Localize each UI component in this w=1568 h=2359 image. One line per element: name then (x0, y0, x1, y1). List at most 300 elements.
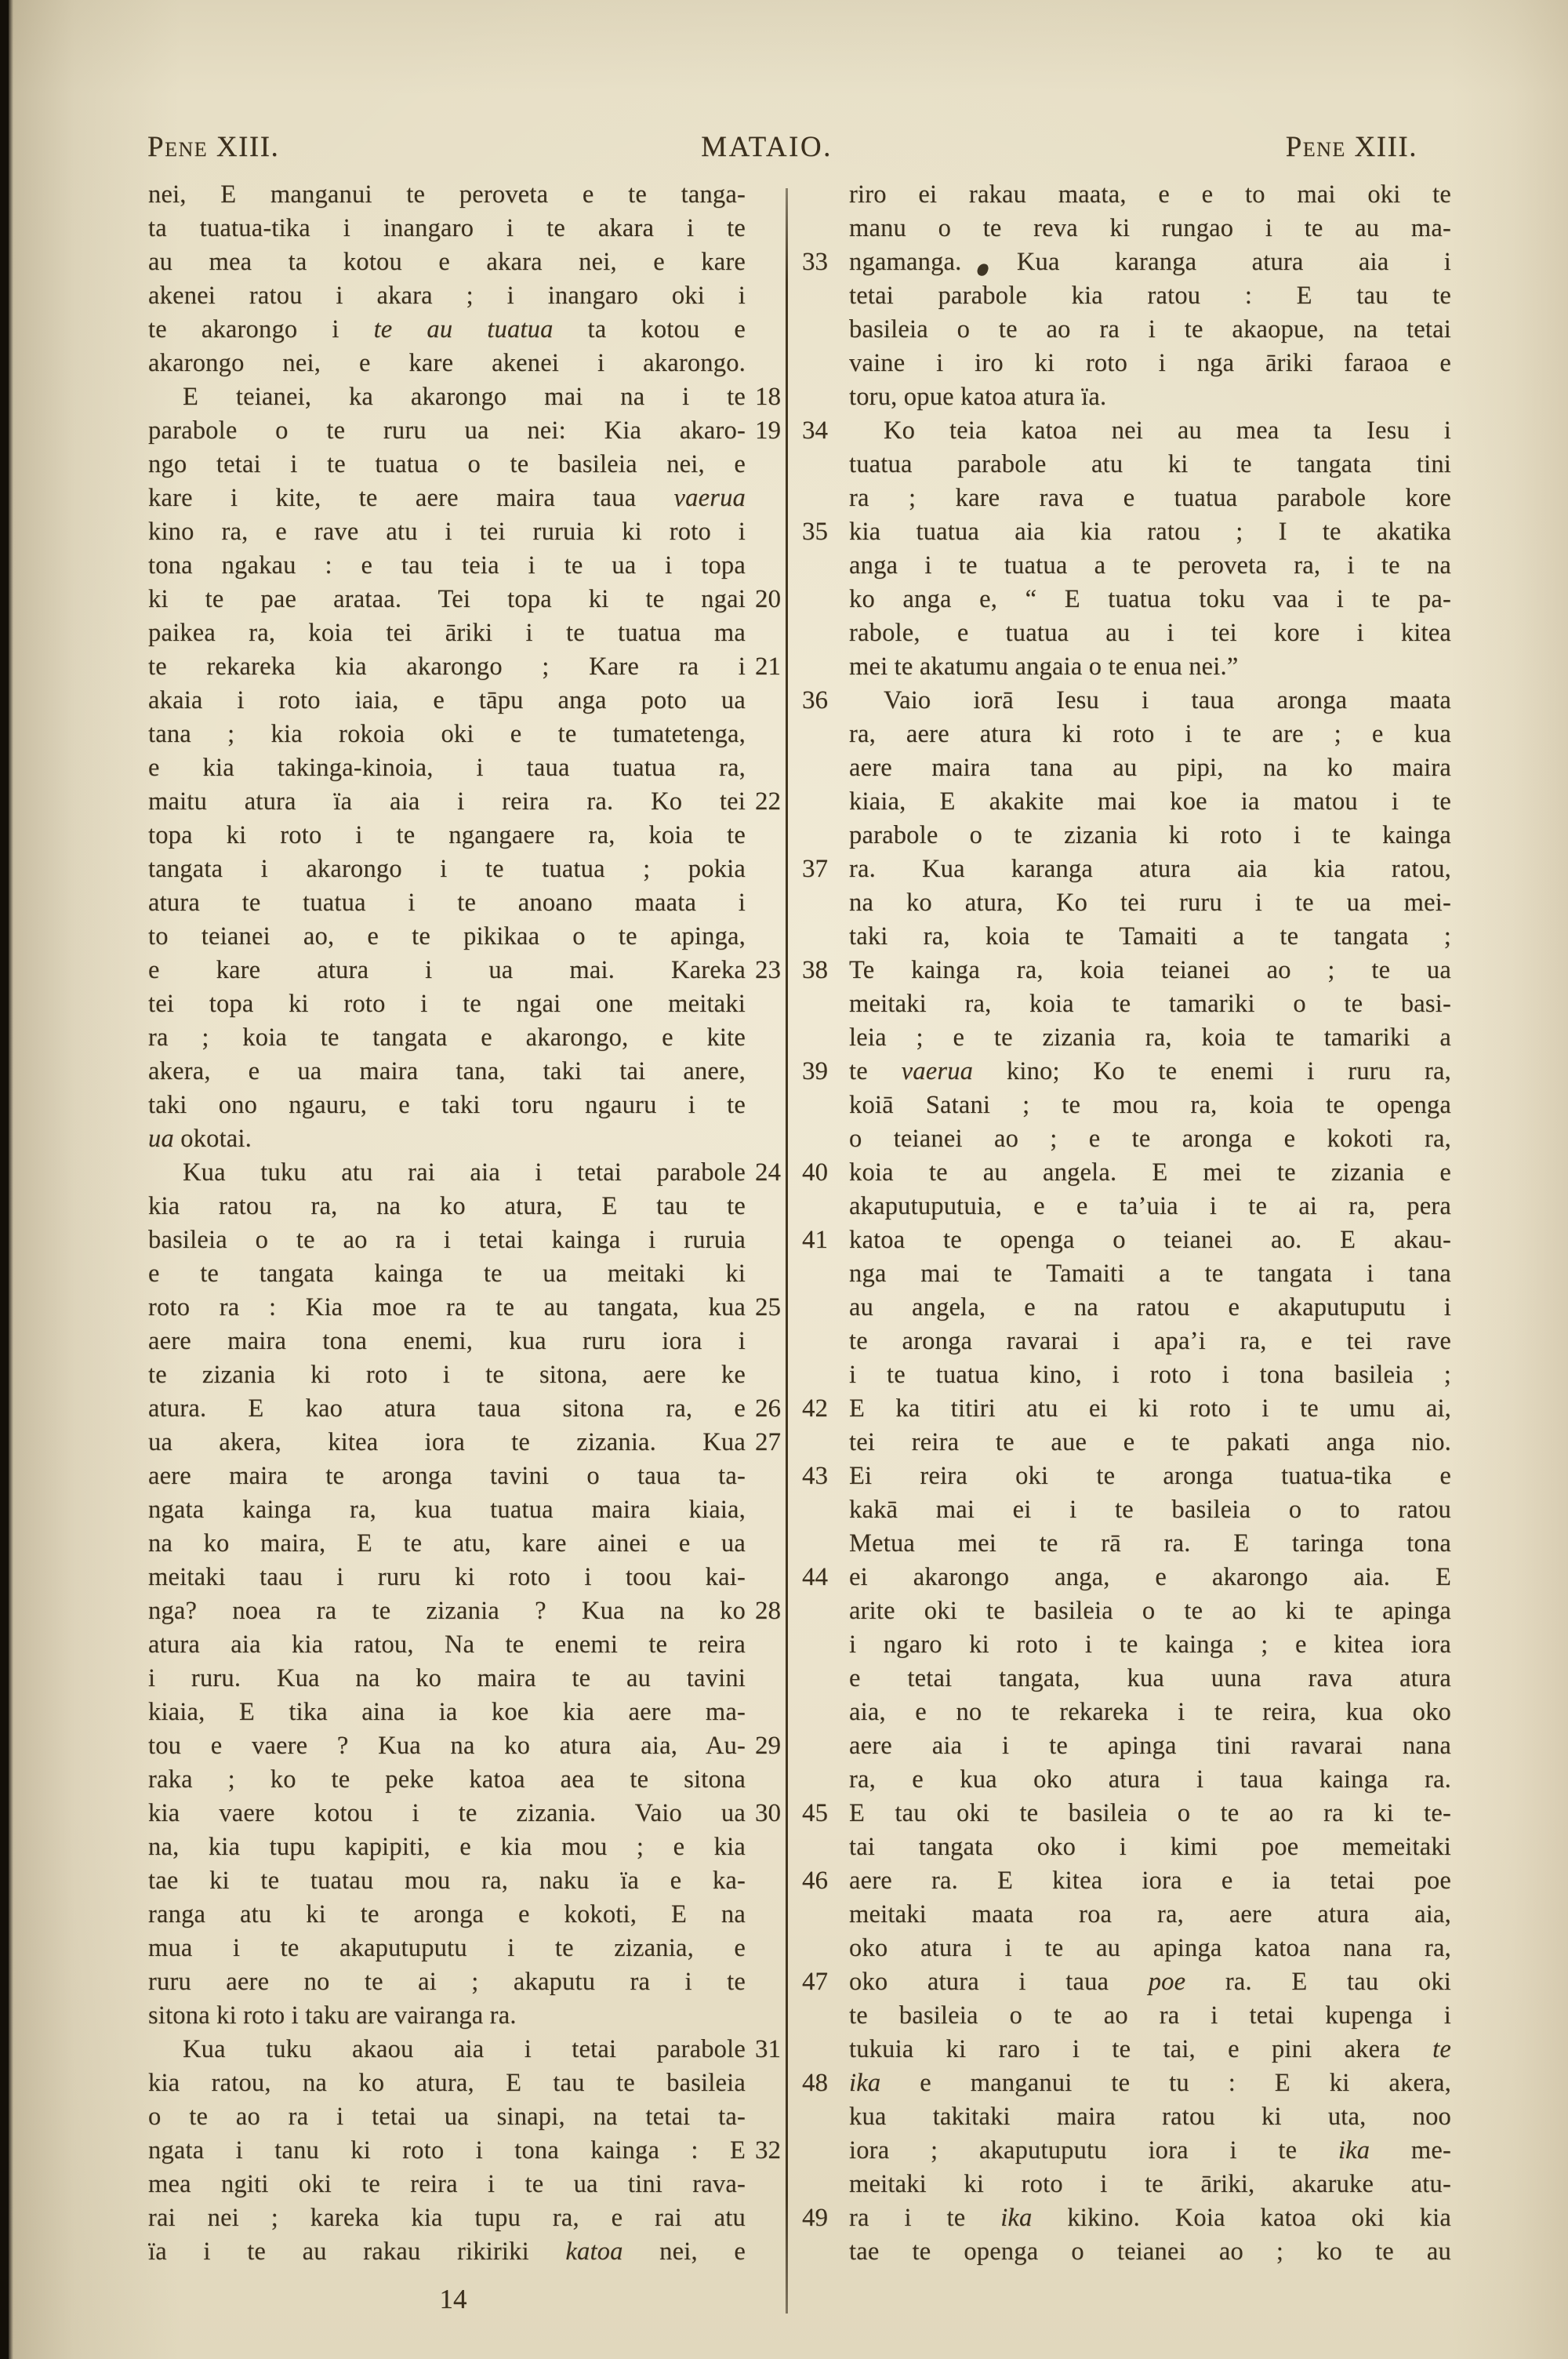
verse-number (799, 380, 849, 414)
verse-number (746, 1763, 782, 1797)
line-text: taki ra, koia te Tamaiti a te tangata ; (849, 922, 1451, 951)
verse-number (799, 1628, 849, 1662)
line-text: i ruru. Kua na ko maira te au tavini (148, 1664, 746, 1692)
verse-number: 30 (755, 1799, 781, 1827)
verse-number (746, 987, 782, 1021)
verse-number (746, 2235, 782, 2269)
verse-number (799, 2168, 849, 2201)
text-line (799, 1122, 1465, 1156)
line-text: ra. Kua karanga atura aia kia ratou, (849, 855, 1451, 883)
text-line (799, 1729, 1465, 1763)
line-text: aia, e no te rekareka i te reira, kua oko (849, 1698, 1451, 1726)
line-text: nga mai te Tamaiti a te tangata i tana (849, 1259, 1451, 1288)
line-text: katoa te openga o teianei ao. E akau- (849, 1226, 1451, 1254)
verse-number (746, 1122, 782, 1156)
verse-number (799, 1257, 849, 1291)
text-line (799, 1190, 1465, 1223)
line-text: meitaki ra, koia te tamariki o te basi- (849, 990, 1451, 1018)
text-line (799, 448, 1465, 482)
text-line (799, 1325, 1465, 1358)
text-line (148, 650, 799, 684)
page-number: 14 (439, 2284, 467, 2314)
text-line (799, 1628, 1465, 1662)
text-line (148, 1763, 799, 1797)
verse-number: 31 (755, 2035, 781, 2063)
verse-number (799, 1190, 849, 1223)
line-text: kino ra, e rave atu i tei ruruia ki roto i (148, 518, 746, 546)
text-line (148, 2100, 799, 2134)
line-text: akarongo nei, e kare akenei i akarongo. (148, 349, 746, 377)
text-line (148, 414, 799, 448)
verse-number (746, 2066, 782, 2100)
line-text: kare i kite, te aere maira taua vaerua (148, 484, 746, 512)
verse-number (799, 212, 849, 245)
line-text: ki te pae arataa. Tei topa ki te ngai (148, 585, 746, 613)
verse-number (799, 616, 849, 650)
line-text: tai tangata oko i kimi poe memeitaki (849, 1833, 1451, 1861)
text-line (799, 987, 1465, 1021)
text-line (799, 583, 1465, 616)
verse-number (799, 549, 849, 583)
line-text: vaine i iro ki roto i nga āriki faraoa e (849, 349, 1451, 377)
line-text: Kua tuku akaou aia i tetai parabole (183, 2035, 746, 2063)
line-text: Ko teia katoa nei au mea ta Iesu i (884, 416, 1451, 445)
verse-number (799, 1594, 849, 1628)
line-text: akera, e ua maira tana, taki tai anere, (148, 1057, 746, 1085)
verse-number (799, 2100, 849, 2134)
line-text: i te tuatua kino, i roto i tona basileia ; (849, 1361, 1451, 1389)
verse-number: 20 (755, 585, 781, 613)
line-text: E ka titiri atu ei ki roto i te umu ai, (849, 1394, 1451, 1423)
line-text: tuatua parabole atu ki te tangata tini (849, 450, 1451, 478)
verse-number: 35 (802, 518, 828, 546)
line-text: atura te tuatua i te anoano maata i (148, 889, 746, 917)
line-text: kia vaere kotou i te zizania. Vaio ua (148, 1799, 746, 1827)
text-line (148, 1898, 799, 1932)
line-text: tei topa ki roto i te ngai one meitaki (148, 990, 746, 1018)
text-line (799, 1291, 1465, 1325)
verse-number (746, 1055, 782, 1089)
line-text: e kia takinga-kinoia, i taua tuatua ra, (148, 754, 746, 782)
verse-number (746, 1696, 782, 1729)
text-line (799, 2100, 1465, 2134)
verse-number: 42 (802, 1394, 828, 1423)
line-text: taki ono ngauru, e taki toru ngauru i te (148, 1091, 746, 1119)
verse-number (799, 1999, 849, 2033)
line-text: ra ; kare rava e tuatua parabole kore (849, 484, 1451, 512)
text-line (799, 785, 1465, 819)
line-text: kua takitaki maira ratou ki uta, noo (849, 2103, 1451, 2131)
verse-number (799, 2033, 849, 2066)
verse-number (799, 448, 849, 482)
line-text: aere aia i te apinga tini ravarai nana (849, 1732, 1451, 1760)
verse-number: 24 (755, 1158, 781, 1187)
line-text: raka ; ko te peke katoa aea te sitona (148, 1765, 746, 1794)
text-line (148, 1089, 799, 1122)
verse-number (799, 819, 849, 852)
line-text: ngamanga. Kua karanga atura aia i (849, 248, 1451, 276)
verse-number (746, 852, 782, 886)
line-text: aere maira te aronga tavini o taua ta- (148, 1462, 746, 1490)
verse-number (799, 785, 849, 819)
line-text: parabole o te zizania ki roto i te kainga (849, 821, 1451, 849)
verse-number (799, 1527, 849, 1561)
line-text: ra ; koia te tangata e akarongo, e kite (148, 1023, 746, 1052)
text-line (799, 1830, 1465, 1864)
line-text: akenei ratou i akara ; i inangaro oki i (148, 282, 746, 310)
line-text: leia ; e te zizania ra, koia te tamariki a (849, 1023, 1451, 1052)
verse-number (746, 279, 782, 313)
text-line (799, 2201, 1465, 2235)
verse-number (799, 1122, 849, 1156)
page-title: MATAIO. (701, 131, 833, 163)
verse-number: 39 (802, 1057, 828, 1085)
line-text: aere maira tona enemi, kua ruru iora i (148, 1327, 746, 1355)
text-line (148, 583, 799, 616)
text-line (799, 178, 1465, 212)
verse-number (799, 1493, 849, 1527)
line-text: mei te akatumu angaia o te enua nei.” (849, 652, 1239, 681)
verse-number (746, 212, 782, 245)
line-text: ei akarongo anga, e akarongo aia. E (849, 1563, 1451, 1591)
verse-number (746, 684, 782, 718)
line-text: tei reira te aue e te pakati anga nio. (849, 1428, 1451, 1456)
text-line (799, 1055, 1465, 1089)
text-line (799, 1932, 1465, 1965)
text-line (148, 1459, 799, 1493)
line-text: akaia i roto iaia, e tāpu anga poto ua (148, 686, 746, 714)
line-text: sitona ki roto i taku are vairanga ra. (148, 2001, 517, 2030)
line-text: na, kia tupu kapipiti, e kia mou ; e kia (148, 1833, 746, 1861)
verse-number (746, 886, 782, 920)
verse-number: 38 (802, 956, 828, 984)
scan-edge-shadow (0, 0, 9, 2359)
verse-number (799, 1325, 849, 1358)
text-line (799, 2134, 1465, 2168)
verse-number: 37 (802, 855, 828, 883)
verse-number (746, 549, 782, 583)
verse-number: 19 (755, 416, 781, 445)
verse-number (746, 2201, 782, 2235)
text-line (148, 886, 799, 920)
line-text: ua okotai. (148, 1125, 252, 1153)
text-line (148, 920, 799, 954)
line-text: anga i te tuatua a te peroveta ra, i te na (849, 551, 1451, 580)
verse-number (746, 1932, 782, 1965)
text-line (799, 852, 1465, 886)
line-text: Te kainga ra, koia teianei ao ; te ua (849, 956, 1451, 984)
line-text: manu o te reva ki rungao i te au ma- (849, 214, 1451, 242)
verse-number: 44 (802, 1563, 828, 1591)
text-line (799, 1426, 1465, 1459)
text-line (148, 2134, 799, 2168)
text-line (148, 2066, 799, 2100)
line-text: rai nei ; kareka kia tupu ra, e rai atu (148, 2204, 746, 2232)
verse-number (746, 482, 782, 515)
text-line (148, 1392, 799, 1426)
verse-number (799, 1021, 849, 1055)
line-text: nei, E manganui te peroveta e te tanga- (148, 180, 746, 209)
line-text: maitu atura ïa aia i reira ra. Ko tei (148, 787, 746, 816)
line-text: meitaki maata roa ra, aere atura aia, (849, 1900, 1451, 1928)
verse-number (746, 313, 782, 347)
verse-number (746, 1257, 782, 1291)
line-text: te akarongo i te au tuatua ta kotou e (148, 315, 746, 343)
text-line (148, 1493, 799, 1527)
verse-number (746, 1628, 782, 1662)
text-line (148, 279, 799, 313)
verse-number: 25 (755, 1293, 781, 1321)
text-line (799, 2066, 1465, 2100)
verse-number: 18 (755, 383, 781, 411)
verse-number (799, 987, 849, 1021)
line-text: i ngaro ki roto i te kainga ; e kitea iora (849, 1630, 1451, 1659)
text-line (148, 785, 799, 819)
line-text: ra, e kua oko atura i taua kainga ra. (849, 1765, 1451, 1794)
text-line (148, 1426, 799, 1459)
verse-number: 28 (755, 1597, 781, 1625)
text-line (799, 1999, 1465, 2033)
text-line (148, 1999, 799, 2033)
verse-number (746, 819, 782, 852)
verse-number (799, 751, 849, 785)
verse-number (799, 178, 849, 212)
text-line (148, 684, 799, 718)
line-text: riro ei rakau maata, e e to mai oki te (849, 180, 1451, 209)
verse-number (746, 1459, 782, 1493)
verse-number (799, 920, 849, 954)
line-text: arite oki te basileia o te ao ki te apinga (849, 1597, 1451, 1625)
line-text: tetai parabole kia ratou : E tau te (849, 282, 1451, 310)
line-text: o te ao ra i tetai ua sinapi, na tetai ta- (148, 2103, 746, 2131)
text-line (799, 380, 1465, 414)
text-line (148, 718, 799, 751)
text-line (799, 1459, 1465, 1493)
verse-number: 43 (802, 1462, 828, 1490)
text-line (799, 313, 1465, 347)
left-column (148, 178, 799, 2269)
text-line (799, 718, 1465, 751)
line-text: ta tuatua-tika i inangaro i te akara i te (148, 214, 746, 242)
line-text: kia tuatua aia kia ratou ; I te akatika (849, 518, 1451, 546)
line-text: na ko maira, E te atu, kare ainei e ua (148, 1529, 746, 1558)
verse-number: 32 (755, 2136, 781, 2165)
line-text: aere maira tana au pipi, na ko maira (849, 754, 1451, 782)
verse-number (799, 1426, 849, 1459)
line-text: koia te au angela. E mei te zizania e (849, 1158, 1451, 1187)
line-text: Metua mei te rā ra. E taringa tona (849, 1529, 1451, 1558)
verse-number (746, 1830, 782, 1864)
line-text: iora ; akaputuputu iora i te ika me- (849, 2136, 1452, 2165)
verse-number (746, 1190, 782, 1223)
line-text: na ko atura, Ko tei ruru i te ua mei- (849, 889, 1451, 917)
text-line (799, 2235, 1465, 2269)
verse-number: 40 (802, 1158, 828, 1187)
line-text: paikea ra, koia tei āriki i te tuatua ma (148, 619, 746, 647)
line-text: te vaerua kino; Ko te enemi i ruru ra, (849, 1057, 1451, 1085)
text-line (799, 2168, 1465, 2201)
text-line (148, 1628, 799, 1662)
verse-number (746, 448, 782, 482)
verse-number (799, 1696, 849, 1729)
verse-number (799, 279, 849, 313)
line-text: rabole, e tuatua au i tei kore i kitea (849, 619, 1451, 647)
text-line (799, 1156, 1465, 1190)
verse-number: 26 (755, 1394, 781, 1423)
verse-number (799, 1763, 849, 1797)
line-text: meitaki ki roto i te āriki, akaruke atu- (849, 2170, 1451, 2198)
text-line (799, 1662, 1465, 1696)
line-text: kiaia, E akakite mai koe ia matou i te (849, 787, 1451, 816)
line-text: kia ratou ra, na ko atura, E tau te (148, 1192, 746, 1220)
line-text: kiaia, E tika aina ia koe kia aere ma- (148, 1698, 746, 1726)
line-text: tukuia ki raro i te tai, e pini akera te (849, 2035, 1451, 2063)
line-text: parabole o te ruru ua nei: Kia akaro- (148, 416, 746, 445)
text-line (799, 1358, 1465, 1392)
verse-number: 27 (755, 1428, 781, 1456)
verse-number (746, 1999, 782, 2033)
text-line (799, 482, 1465, 515)
verse-number (746, 1662, 782, 1696)
verse-number (799, 347, 849, 380)
line-text: akaputuputuia, e e ta’uia i te ai ra, pera (849, 1192, 1451, 1220)
text-line (148, 549, 799, 583)
text-line (148, 1662, 799, 1696)
text-line (148, 852, 799, 886)
text-line (799, 1594, 1465, 1628)
text-line (148, 1830, 799, 1864)
verse-number: 47 (802, 1968, 828, 1996)
line-text: kia ratou, na ko atura, E tau te basileia (148, 2069, 746, 2097)
verse-number (799, 1932, 849, 1965)
verse-number (746, 347, 782, 380)
verse-number (799, 718, 849, 751)
line-text: tae ki te tuatau mou ra, naku ïa e ka- (148, 1866, 746, 1895)
text-line (148, 1021, 799, 1055)
text-line (148, 1797, 799, 1830)
text-line (148, 2033, 799, 2066)
line-text: au mea ta kotou e akara nei, e kare (148, 248, 746, 276)
line-text: tangata i akarongo i te tuatua ; pokia (148, 855, 746, 883)
text-line (799, 920, 1465, 954)
line-text: basileia o te ao ra i tetai kainga i ruruia (148, 1226, 746, 1254)
text-line (799, 1864, 1465, 1898)
line-text: E teianei, ka akarongo mai na i te (183, 383, 746, 411)
text-line (148, 1223, 799, 1257)
line-text: mea ngiti oki te reira i te ua tini rava- (148, 2170, 746, 2198)
text-line (799, 684, 1465, 718)
text-line (799, 212, 1465, 245)
verse-number: 29 (755, 1732, 781, 1760)
verse-number: 33 (802, 248, 828, 276)
text-line (148, 482, 799, 515)
running-head-left: Pene XIII. (147, 131, 280, 163)
verse-number: 41 (802, 1226, 828, 1254)
line-text: ko anga e, “ E tuatua toku vaa i te pa- (849, 585, 1451, 613)
line-text: basileia o te ao ra i te akaopue, na tetai (849, 315, 1451, 343)
text-line (148, 1594, 799, 1628)
running-head-right: Pene XIII. (1285, 131, 1417, 163)
verse-number (799, 1729, 849, 1763)
text-line (799, 1089, 1465, 1122)
line-text: to teianei ao, e te pikikaa o te apinga, (148, 922, 746, 951)
text-line (799, 650, 1465, 684)
text-line (799, 245, 1465, 279)
text-line (799, 515, 1465, 549)
verse-number: 45 (802, 1799, 828, 1827)
text-line (148, 1696, 799, 1729)
verse-number (746, 1965, 782, 1999)
verse-number: 46 (802, 1866, 828, 1895)
verse-number (799, 583, 849, 616)
line-text: ranga atu ki te aronga e kokoti, E na (148, 1900, 746, 1928)
text-line (799, 2033, 1465, 2066)
text-line (799, 1257, 1465, 1291)
verse-number (746, 920, 782, 954)
line-text: kakā mai ei i te basileia o to ratou (849, 1496, 1451, 1524)
line-text: oko atura i taua poe ra. E tau oki (849, 1968, 1451, 1996)
text-line (148, 245, 799, 279)
text-line (799, 1527, 1465, 1561)
text-line (148, 954, 799, 987)
text-line (148, 178, 799, 212)
text-line (148, 2235, 799, 2269)
line-text: Ei reira oki te aronga tuatua-tika e (849, 1462, 1451, 1490)
verse-number (746, 616, 782, 650)
text-line (799, 414, 1465, 448)
line-text: meitaki taau i ruru ki roto i toou kai- (148, 1563, 746, 1591)
text-line (148, 380, 799, 414)
verse-number (746, 178, 782, 212)
text-line (148, 1527, 799, 1561)
text-line (148, 1291, 799, 1325)
line-text: e te tangata kainga te ua meitaki ki (148, 1259, 746, 1288)
text-line (148, 1325, 799, 1358)
line-text: e kare atura i ua mai. Kareka (148, 956, 746, 984)
verse-number (799, 1898, 849, 1932)
verse-number (799, 886, 849, 920)
verse-number (799, 482, 849, 515)
verse-number (746, 2168, 782, 2201)
verse-number (746, 515, 782, 549)
text-line (148, 448, 799, 482)
line-text: oko atura i te au apinga katoa nana ra, (849, 1934, 1451, 1962)
line-text: te aronga ravarai i apa’i ra, e tei rave (849, 1327, 1451, 1355)
verse-number (799, 2235, 849, 2269)
text-line (799, 616, 1465, 650)
line-text: au angela, e na ratou e akaputuputu i (849, 1293, 1451, 1321)
text-line (799, 886, 1465, 920)
line-text: ra i te ika kikino. Koia katoa oki kia (849, 2204, 1451, 2232)
text-line (799, 751, 1465, 785)
right-column (799, 178, 1465, 2269)
verse-number: 22 (755, 787, 781, 816)
line-text: ruru aere no te ai ; akaputu ra i te (148, 1968, 746, 1996)
text-line (148, 2201, 799, 2235)
verse-number (746, 1864, 782, 1898)
text-line (799, 1392, 1465, 1426)
text-line (799, 1223, 1465, 1257)
text-line (799, 1021, 1465, 1055)
verse-number (799, 1089, 849, 1122)
line-text: atura aia kia ratou, Na te enemi te reira (148, 1630, 746, 1659)
verse-number: 34 (802, 416, 828, 445)
verse-number (746, 245, 782, 279)
line-text: E tau oki te basileia o te ao ra ki te- (849, 1799, 1451, 1827)
text-line (148, 313, 799, 347)
line-text: ra, aere atura ki roto i te are ; e kua (849, 720, 1451, 748)
verse-number (746, 1561, 782, 1594)
